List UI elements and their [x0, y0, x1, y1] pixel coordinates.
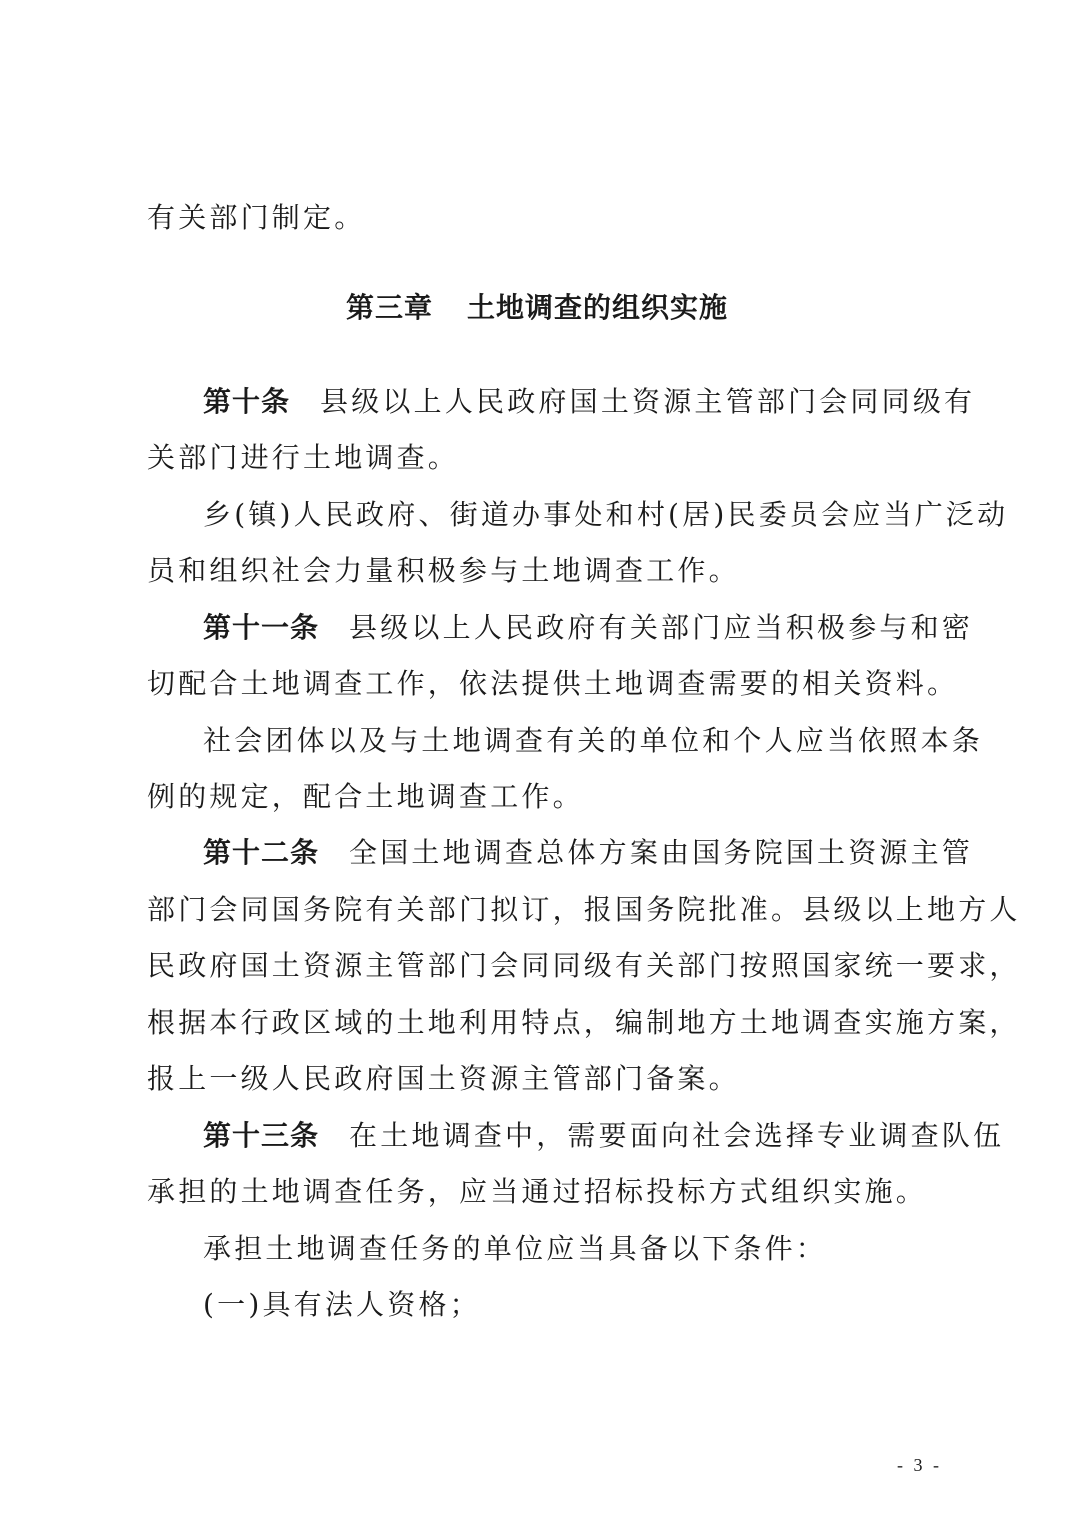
article-12-heading: 第十二条: [203, 836, 320, 869]
paragraph-line: 切配合土地调查工作，依法提供土地调查需要的相关资料。: [147, 667, 959, 700]
paragraph-line: 根据本行政区域的土地利用特点，编制地方土地调查实施方案，: [147, 1006, 1021, 1039]
article-10-first-line: [203, 374, 976, 430]
paragraph-line: 承担的土地调查任务，应当通过招标投标方式组织实施。: [147, 1175, 928, 1208]
article-11-first-line: [203, 600, 974, 656]
paragraph-line: 部门会同国务院有关部门拟订，报国务院批准。县级以上地方人: [147, 893, 1021, 926]
chapter-heading: [0, 280, 1074, 336]
article-13-text: 在土地调查中，需要面向社会选择专业调查队伍: [349, 1119, 1005, 1152]
article-11-heading: 第十一条: [203, 611, 320, 644]
paragraph-line: 民政府国土资源主管部门会同同级有关部门按照国家统一要求，: [147, 949, 1021, 982]
list-item: (一)具有法人资格；: [203, 1288, 481, 1321]
paragraph-line: 员和组织社会力量积极参与土地调查工作。: [147, 554, 740, 587]
paragraph-line: 例的规定，配合土地调查工作。: [147, 780, 584, 813]
article-10-text: 县级以上人民政府国土资源主管部门会同同级有: [320, 385, 976, 418]
paragraph-line: 乡(镇)人民政府、街道办事处和村(居)民委员会应当广泛动: [203, 498, 1009, 531]
paragraph-line: 承担土地调查任务的单位应当具备以下条件：: [203, 1232, 828, 1265]
article-12-first-line: [203, 825, 974, 881]
article-10-heading: 第十条: [203, 385, 291, 418]
page-number: - 3 -: [897, 1455, 942, 1475]
article-12-text: 全国土地调查总体方案由国务院国土资源主管: [349, 836, 974, 869]
paragraph-line: 有关部门制定。: [147, 201, 366, 234]
chapter-title: 土地调查的组织实施: [467, 291, 729, 324]
article-13-heading: 第十三条: [203, 1119, 320, 1152]
article-11-text: 县级以上人民政府有关部门应当积极参与和密: [349, 611, 974, 644]
paragraph-line: 关部门进行土地调查。: [147, 441, 460, 474]
chapter-number: 第三章: [345, 291, 433, 324]
paragraph-line: 社会团体以及与土地调查有关的单位和个人应当依照本条: [203, 724, 984, 757]
article-13-first-line: [203, 1108, 1005, 1164]
paragraph-line: 报上一级人民政府国土资源主管部门备案。: [147, 1062, 740, 1095]
